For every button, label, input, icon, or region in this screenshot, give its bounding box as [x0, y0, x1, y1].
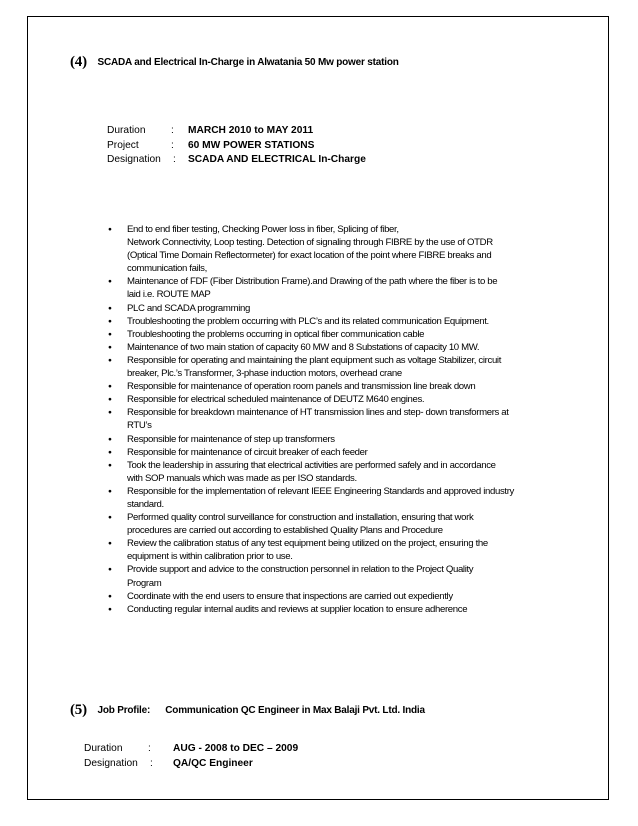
list-item-line: with SOP manuals which was made as per ISO standards. [127, 472, 357, 484]
list-item [106, 406, 594, 432]
project-colon: : [171, 139, 174, 151]
list-item-line: ● Maintenance of FDF (Fiber Distribution Frame).and Drawing of the path where the fiber is to be [127, 276, 498, 288]
duration-value: MARCH 2010 to MAY 2011 [188, 125, 314, 136]
list-item-line: (Optical Time Domain Reflectormeter) for exact location of the point where FIBRE breaks and [127, 250, 492, 262]
section-5-details [84, 743, 298, 772]
list-item-line: equipment is within calibration prior to use. [127, 551, 293, 563]
section-4-title: SCADA and Electrical In-Charge in Alwatania 50 Mw power station [97, 57, 399, 68]
project-value: 60 MW POWER STATIONS [188, 139, 315, 151]
section-4-number: (4) [70, 54, 87, 70]
list-item [106, 302, 594, 315]
list-item-line: ● Performed quality control surveillance for construction and installation, ensuring that work [127, 512, 474, 524]
job-designation-row [84, 758, 298, 773]
designation-colon: : [173, 154, 176, 165]
section-4-details [107, 125, 366, 169]
section-5-heading [70, 702, 425, 719]
duration-label: Duration [107, 125, 146, 136]
list-item [106, 485, 594, 511]
list-item [106, 354, 594, 380]
project-row [107, 140, 366, 155]
list-item-line: ● Responsible for the implementation of relevant IEEE Engineering Standards and approved industry [127, 485, 514, 497]
list-item [106, 446, 594, 459]
job-designation-colon: : [150, 757, 153, 769]
project-label: Project [107, 139, 139, 151]
list-item-line: ● Troubleshooting the problems occurring in optical fiber communication cable [127, 328, 425, 340]
list-item-line: ● Responsible for maintenance of step up transformers [127, 433, 335, 445]
list-item-line: ● Took the leadership in assuring that electrical activities are performed safely and in accordance [127, 459, 496, 471]
list-item-line: ● Maintenance of two main station of capacity 60 MW and 8 Substations of capacity 10 MW. [127, 341, 480, 353]
job-duration-colon: : [148, 743, 151, 754]
job-duration-row [84, 743, 298, 758]
list-item-line: ● Responsible for breakdown maintenance of HT transmission lines and step- down transformers at [127, 407, 509, 419]
section-4-heading [70, 54, 399, 71]
list-item-line: ● End to end fiber testing, Checking Power loss in fiber, Splicing of fiber, [127, 224, 399, 235]
designation-value: SCADA AND ELECTRICAL In-Charge [188, 154, 366, 165]
list-item [106, 223, 594, 275]
section-5-title: Communication QC Engineer in Max Balaji Pvt. Ltd. India [165, 705, 425, 716]
responsibilities-list [106, 223, 594, 616]
list-item [106, 459, 594, 485]
list-item-line: ● PLC and SCADA programming [127, 302, 250, 314]
list-item-line: standard. [127, 498, 164, 510]
list-item-line: ● Review the calibration status of any test equipment being utilized on the project, ensuring the [127, 538, 488, 550]
list-item-line: Program [127, 577, 162, 589]
list-item [106, 380, 594, 393]
job-designation-label: Designation [84, 757, 138, 769]
list-item [106, 315, 594, 328]
list-item-line: ● Provide support and advice to the construction personnel in relation to the Project Quality [127, 564, 474, 576]
list-item-line: communication fails, [127, 263, 207, 275]
list-item-line: procedures are carried out according to established Quality Plans and Procedure [127, 525, 443, 537]
list-item-line: ● Responsible for operating and maintaining the plant equipment such as voltage Stabilizer, circuit [127, 354, 502, 366]
list-item [106, 537, 594, 563]
list-item-line: ● Responsible for maintenance of operation room panels and transmission line break down [127, 381, 476, 393]
job-profile-label: Job Profile: [97, 705, 151, 716]
section-5-number: (5) [70, 702, 87, 718]
duration-row [107, 125, 366, 140]
list-item-line: ● Responsible for maintenance of circuit breaker of each feeder [127, 446, 368, 458]
list-item [106, 603, 594, 616]
list-item [106, 563, 594, 589]
list-item-line: ● Troubleshooting the problem occurring with PLC’s and its related communication Equipment. [127, 315, 489, 327]
list-item [106, 511, 594, 537]
list-item-line: laid i.e. ROUTE MAP [127, 289, 211, 301]
designation-row [107, 154, 366, 169]
list-item-line: RTU’s [127, 420, 152, 432]
list-item-line: ● Coordinate with the end users to ensure that inspections are carried out expediently [127, 590, 453, 602]
list-item-line: Network Connectivity, Loop testing. Detection of signaling through FIBRE by the use of OTDR [127, 237, 493, 249]
list-item-line: ● Responsible for electrical scheduled maintenance of DEUTZ M640 engines. [127, 394, 425, 406]
list-item [106, 328, 594, 341]
list-item-line: ● Conducting regular internal audits and reviews at supplier location to ensure adherence [127, 603, 468, 615]
job-duration-label: Duration [84, 743, 123, 754]
list-item-line: breaker, Plc.’s Transformer, 3-phase induction motors, overhead crane [127, 368, 402, 380]
duration-colon: : [171, 125, 174, 136]
designation-label: Designation [107, 154, 161, 165]
job-duration-value: AUG - 2008 to DEC – 2009 [173, 743, 299, 754]
list-item [106, 393, 594, 406]
list-item [106, 433, 594, 446]
list-item [106, 275, 594, 301]
list-item [106, 341, 594, 354]
job-designation-value: QA/QC Engineer [173, 757, 253, 769]
list-item [106, 590, 594, 603]
